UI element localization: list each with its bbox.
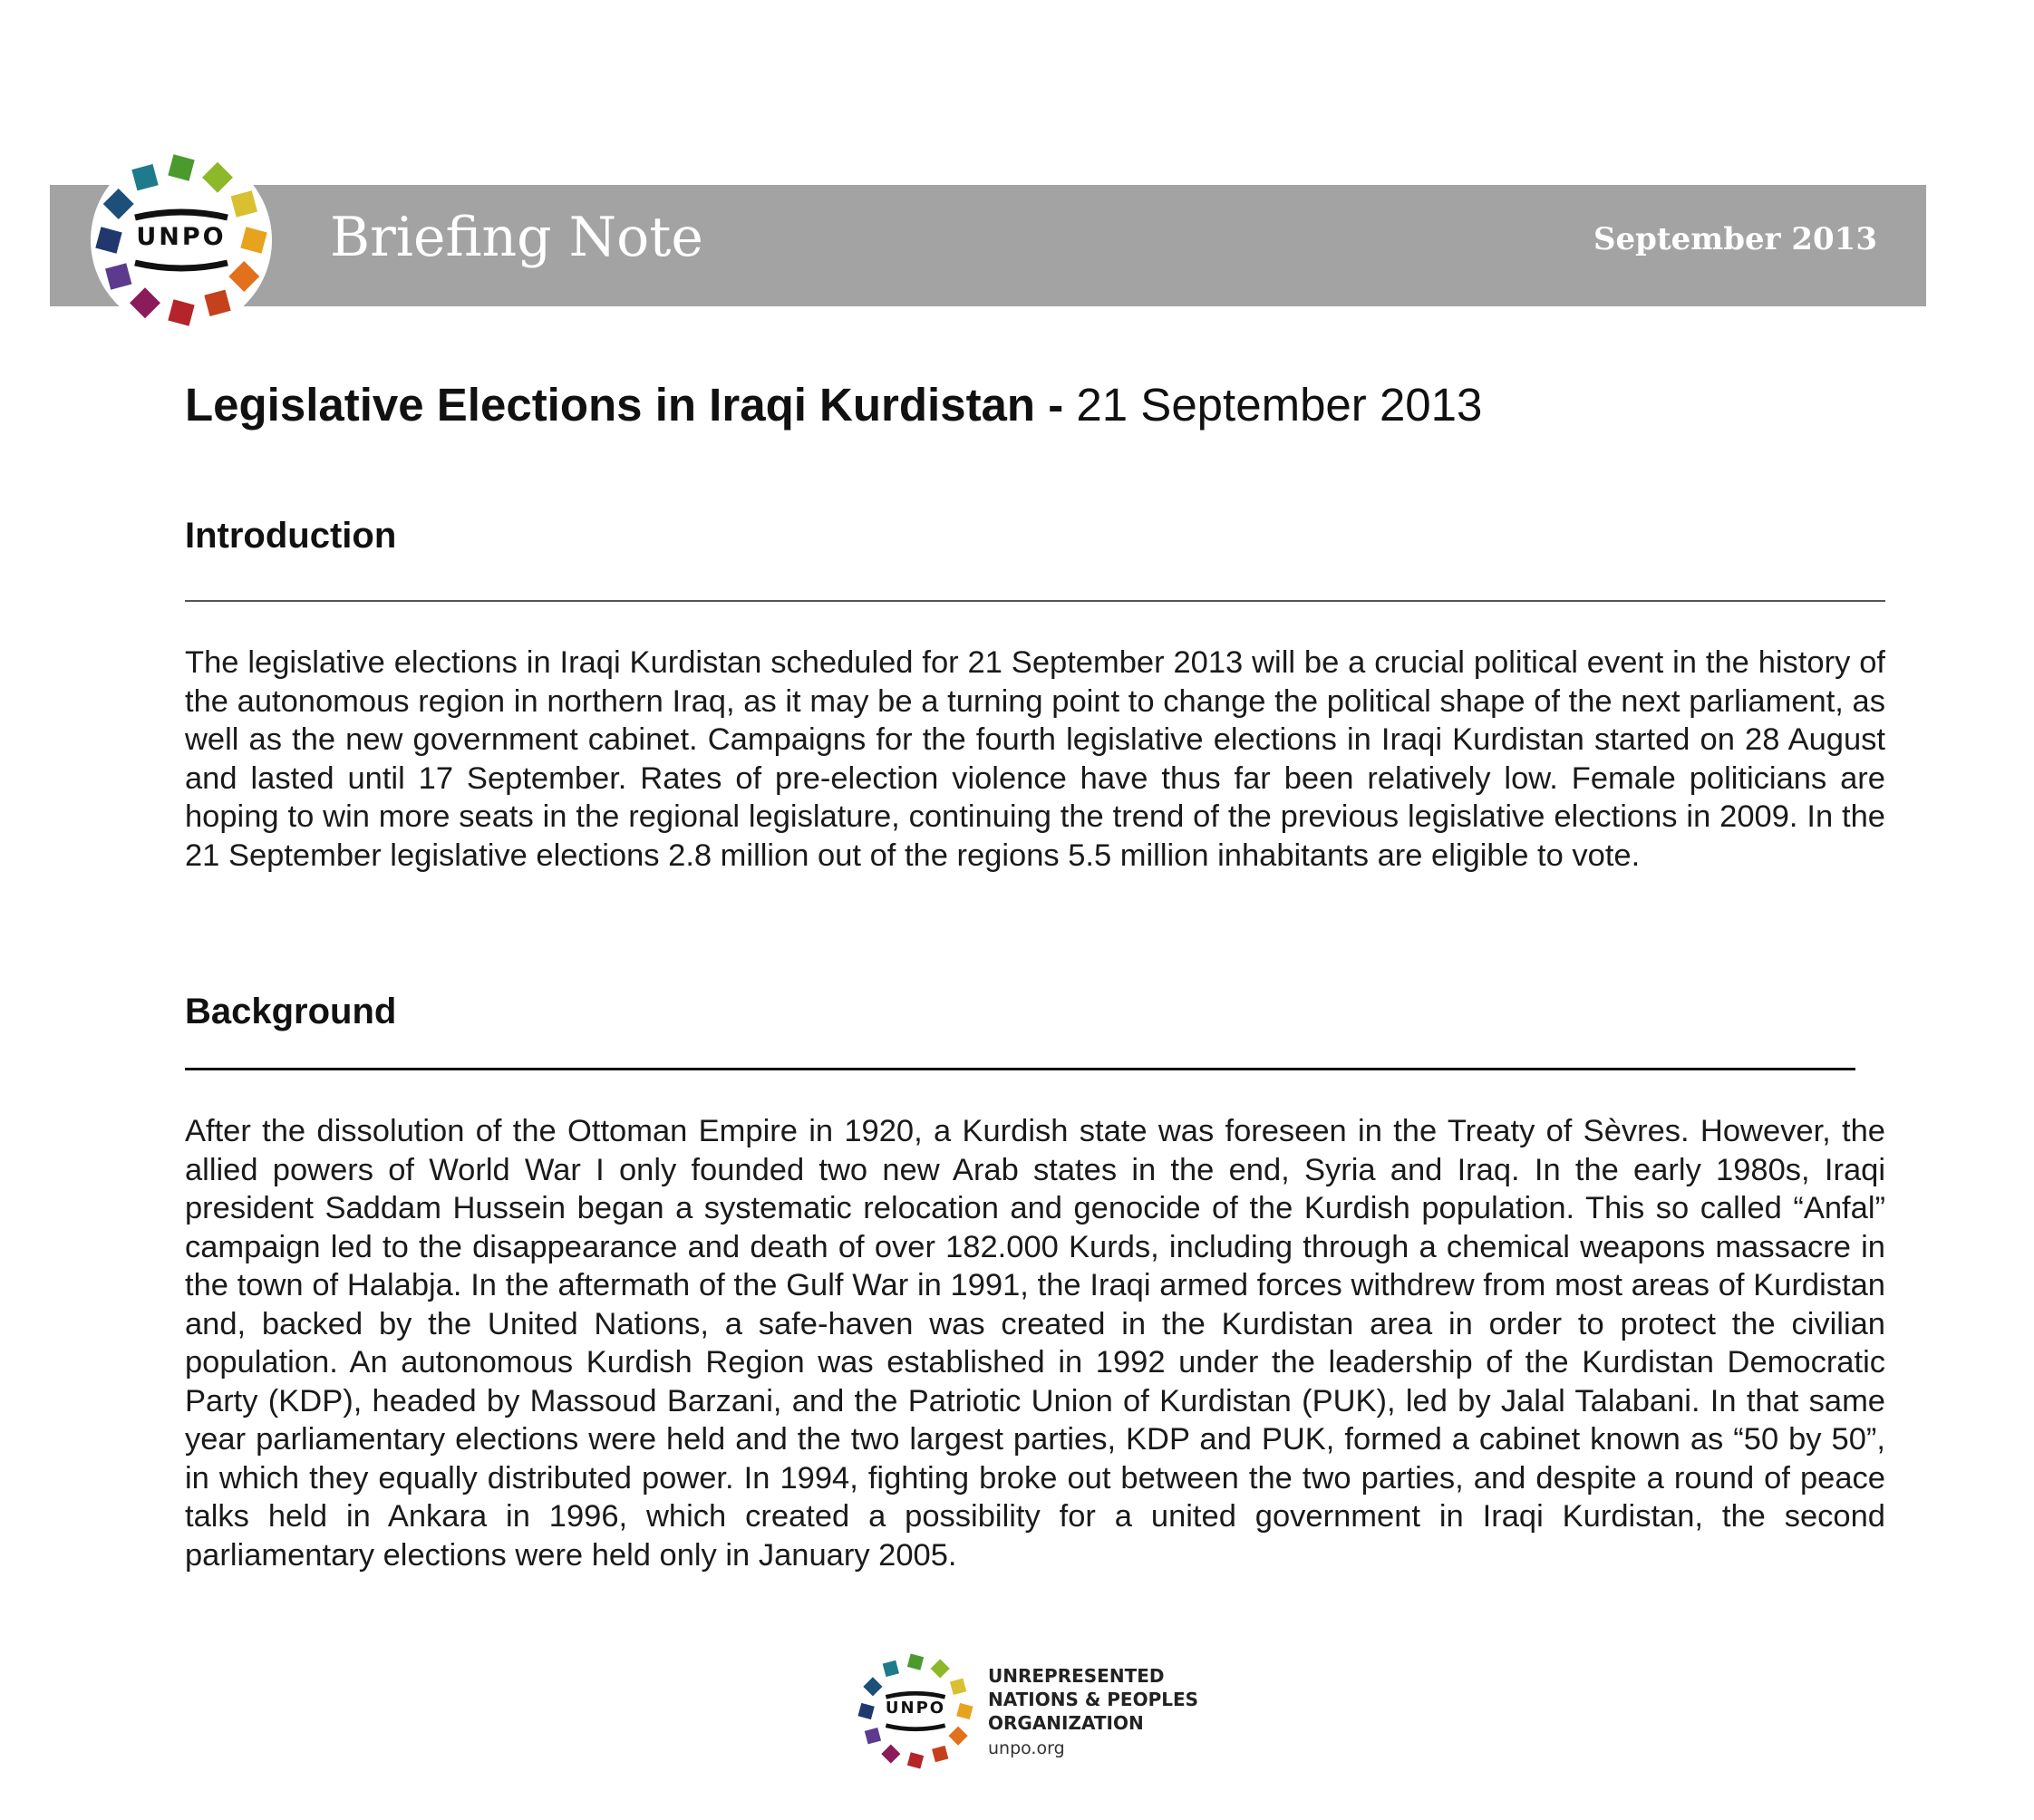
- introduction-divider: [185, 600, 1885, 602]
- introduction-heading: Introduction: [185, 516, 397, 556]
- footer-org-line-1: UNREPRESENTED: [988, 1665, 1165, 1687]
- background-paragraph: After the dissolution of the Ottoman Empire in 1920, a Kurdish state was foreseen in the Treaty of Sèvres. However, the allied powers of World War I only founded two new Arab states in the end, Syria and Iraq. In the early 1980s, Iraqi president Saddam Hussein began a systematic relocation and genocide of the Kurdish population. This so called “Anfal” campaign led to the disappearance and death of over 182.000 Kurds, including through a chemical weapons massacre in the town of Halabja. In the aftermath of the Gulf War in 1991, the Iraqi armed forces withdrew from most areas of Kurdistan and, backed by the United Nations, a safe-haven was created in the Kurdistan area in order to protect the civilian population. An autonomous Kurdish Region was established in 1992 under the leadership of the Kurdistan Democratic Party (KDP), headed by Massoud Barzani, and the Patriotic Union of Kurdistan (PUK), led by Jalal Talabani. In that same year parliamentary elections were held and the two largest parties, KDP and PUK, formed a cabinet known as “50 by 50”, in which they equally distributed power. In 1994, fighting broke out between the two parties, and despite a round of peace talks held in Ankara in 1996, which created a possibility for a united government in Iraqi Kurdistan, the second parliamentary elections were held only in January 2005.: [185, 1114, 1885, 1573]
- header-title: Briefing Note: [330, 206, 703, 269]
- document-title-date: 21 September 2013: [1076, 379, 1483, 431]
- background-heading: Background: [185, 992, 397, 1031]
- footer-url: unpo.org: [988, 1738, 1065, 1758]
- header-date: September 2013: [1593, 221, 1877, 257]
- footer-org-name: [988, 1664, 1198, 1735]
- unpo-footer-logo: [852, 1648, 979, 1775]
- footer-branding: [852, 1648, 1233, 1775]
- unpo-logo: [88, 147, 275, 334]
- document-title: [185, 377, 1482, 432]
- footer-org-line-3: ORGANIZATION: [988, 1712, 1144, 1734]
- background-divider: [185, 1068, 1855, 1070]
- document-title-separator: -: [1035, 379, 1077, 431]
- footer-org-line-2: NATIONS & PEOPLES: [988, 1689, 1199, 1710]
- logo-text: UNPO: [136, 223, 227, 251]
- introduction-paragraph: The legislative elections in Iraqi Kurdistan scheduled for 21 September 2013 will be a crucial political event in the history of the autonomous region in northern Iraq, as it may be a turning point to change the political shape of the next parliament, as well as the new government cabinet. Campaigns for the fourth legislative elections in Iraqi Kurdistan started on 28 August and lasted until 17 September. Rates of pre-election violence have thus far been relatively low. Female politicians are hoping to win more seats in the regional legislature, continuing the trend of the previous legislative elections in 2009. In the 21 September legislative elections 2.8 million out of the regions 5.5 million inhabitants are eligible to vote.: [185, 645, 1885, 873]
- document-title-main: Legislative Elections in Iraqi Kurdistan: [185, 379, 1036, 431]
- footer-logo-text: UNPO: [885, 1699, 946, 1718]
